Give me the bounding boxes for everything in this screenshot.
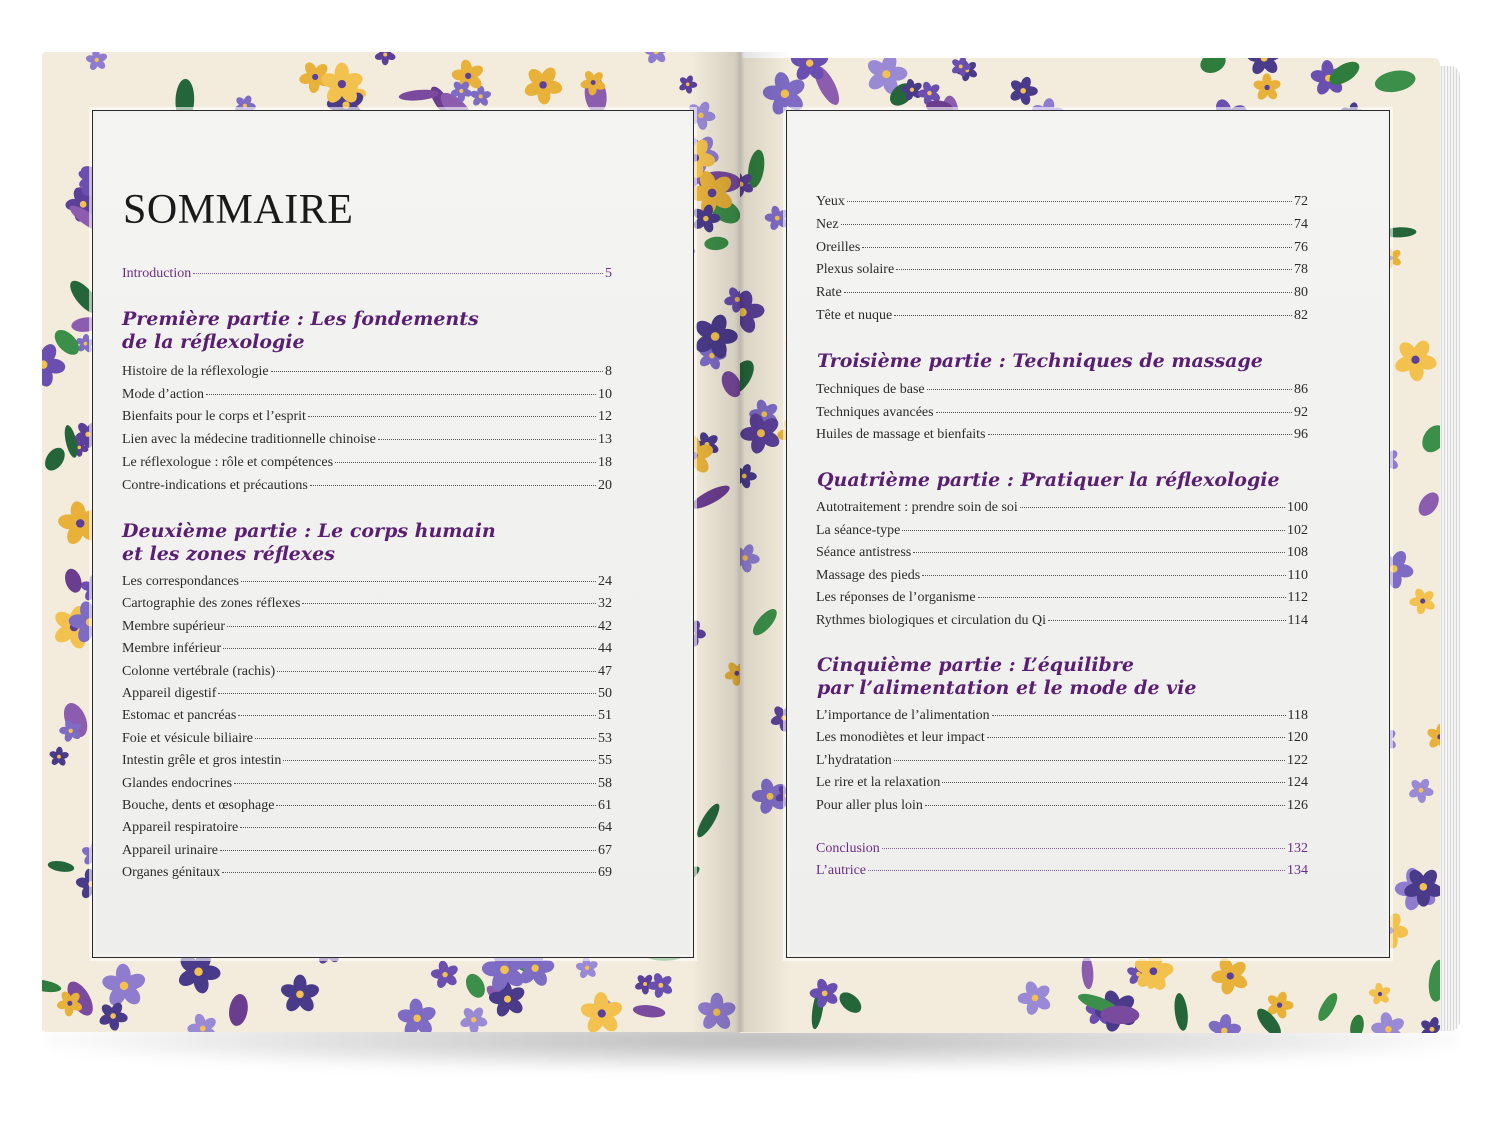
toc-entry: Tête et nuque 82 [816, 308, 1308, 323]
page-edges [1438, 66, 1460, 1031]
toc-entry: Contre-indications et précautions 20 [122, 477, 612, 493]
part-heading-5: Cinquième partie : L’équilibre par l’alimentation et le mode de vie [817, 654, 1197, 699]
toc-entry: Les correspondances 24 [122, 574, 612, 589]
toc-entry: Rythmes biologiques et circulation du Qi 114 [816, 612, 1308, 628]
toc-entry: Autotraitement : prendre soin de soi 100 [816, 500, 1308, 515]
toc-entry: Nez 74 [816, 216, 1308, 232]
toc-entry: Foie et vésicule biliaire 53 [122, 730, 612, 746]
toc-entry: Pour aller plus loin 126 [816, 797, 1308, 813]
part-heading-3: Troisième partie : Techniques de massage [817, 350, 1263, 372]
toc-entry: Massage des pieds 110 [816, 567, 1308, 583]
toc-entry: Rate 80 [816, 285, 1308, 301]
toc-entry: Les monodiètes et leur impact 120 [816, 730, 1308, 746]
toc-entry: Histoire de la réflexologie 8 [122, 364, 612, 379]
toc-entry: Techniques avancées 92 [816, 404, 1308, 420]
toc-entry: Séance antistress 108 [816, 545, 1308, 560]
toc-entry: Les réponses de l’organisme 112 [816, 590, 1308, 605]
toc-entry: La séance-type 102 [816, 522, 1308, 538]
toc-entry: Appareil respiratoire 64 [122, 820, 612, 836]
toc-entry: Bienfaits pour le corps et l’esprit 12 [122, 409, 612, 425]
toc-entry: Appareil digestif 50 [122, 686, 612, 701]
toc-entry: Colonne vertébrale (rachis) 47 [122, 663, 612, 679]
toc-entry: Bouche, dents et œsophage 61 [122, 798, 612, 813]
part-heading-2: Deuxième partie : Le corps humain et les zones réflexes [122, 520, 496, 565]
part-heading-1: Première partie : Les fondements de la réflexologie [122, 308, 479, 353]
toc-entry: Techniques de base 86 [816, 382, 1308, 397]
toc-entry: Organes génitaux 69 [122, 865, 612, 881]
toc-entry: Estomac et pancréas 51 [122, 708, 612, 724]
toc-entry: Le rire et la relaxation 124 [816, 775, 1308, 791]
toc-entry: Yeux 72 [816, 194, 1308, 209]
toc-entry: Lien avec la médecine traditionnelle chinoise 13 [122, 432, 612, 448]
toc-entry: Le réflexologue : rôle et compétences 18 [122, 454, 612, 470]
toc-entry: Membre inférieur 44 [122, 641, 612, 657]
toc-entry-author: L’autrice 134 [816, 863, 1308, 878]
toc-entry: L’hydratation 122 [816, 752, 1308, 768]
toc-entry: Plexus solaire 78 [816, 262, 1308, 278]
toc-entry: Intestin grêle et gros intestin 55 [122, 753, 612, 769]
toc-entry: Mode d’action 10 [122, 386, 612, 402]
toc-entry: Oreilles 76 [816, 239, 1308, 255]
toc-entry: Membre supérieur 42 [122, 618, 612, 634]
toc-entry: Cartographie des zones réflexes 32 [122, 596, 612, 612]
toc-entry-conclusion: Conclusion 132 [816, 841, 1308, 856]
part-heading-4: Quatrième partie : Pratiquer la réflexologie [817, 469, 1280, 491]
toc-entry: L’importance de l’alimentation 118 [816, 708, 1308, 723]
toc-entry: Huiles de massage et bienfaits 96 [816, 427, 1308, 442]
page-title: SOMMAIRE [123, 187, 354, 233]
toc-entry-introduction: Introduction 5 [122, 266, 612, 281]
toc-entry: Glandes endocrines 58 [122, 775, 612, 791]
toc-entry: Appareil urinaire 67 [122, 842, 612, 858]
